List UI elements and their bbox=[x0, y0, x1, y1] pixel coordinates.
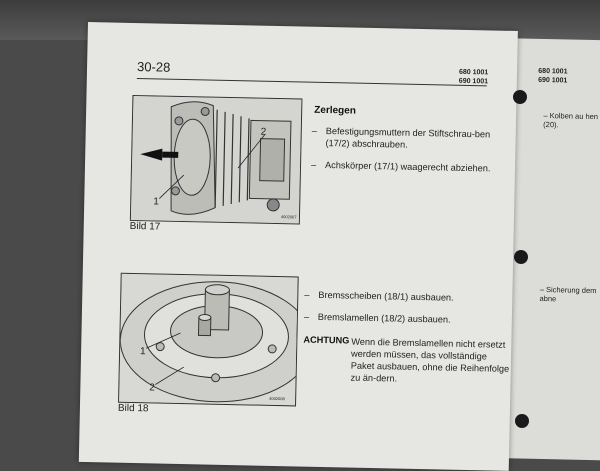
page-code-2: 690 1001 bbox=[458, 77, 489, 86]
figure-18-caption: Bild 18 bbox=[117, 402, 149, 415]
binder-hole bbox=[514, 250, 528, 264]
section-heading: Zerlegen bbox=[314, 104, 356, 117]
figure-17-caption: Bild 17 bbox=[129, 220, 161, 233]
instruction-dash: – bbox=[310, 159, 317, 170]
instruction-item-4 bbox=[303, 311, 488, 327]
achtung-text: Wenn die Bremslamellen nicht ersetzt werden müssen, das vollständige Paket ausbauen, ohne die Reihenfolge zu än-dern. bbox=[350, 336, 510, 384]
instruction-dash: – bbox=[311, 125, 318, 136]
figure-17 bbox=[130, 95, 303, 225]
header-rule bbox=[137, 78, 487, 86]
page-code-1: 680 1001 bbox=[458, 68, 489, 77]
instruction-text: Befestigungsmuttern der Stiftschrau-ben (17/2) abschrauben. bbox=[325, 126, 491, 150]
brake-disc-drawing bbox=[119, 274, 298, 406]
manual-page bbox=[79, 22, 518, 471]
fig18-callout-2: 2 bbox=[149, 382, 156, 394]
next-page-item-2: – Sicherung dem abne bbox=[539, 284, 597, 304]
achtung-label: ACHTUNG bbox=[303, 334, 350, 346]
instruction-item-1 bbox=[311, 125, 493, 153]
fig17-stamp: 4002007 bbox=[280, 214, 297, 220]
instruction-text: Bremslamellen (18/2) ausbauen. bbox=[317, 311, 451, 325]
binder-hole bbox=[513, 90, 527, 104]
instruction-text: Bremsscheiben (18/1) ausbauen. bbox=[318, 289, 454, 303]
instruction-item-2 bbox=[310, 159, 493, 175]
fig17-callout-2: 2 bbox=[260, 126, 267, 138]
next-page-code-2: 690 1001 bbox=[538, 76, 568, 85]
fig18-stamp: 4002008 bbox=[269, 395, 285, 402]
page-number: 30-28 bbox=[136, 59, 171, 75]
binder-hole bbox=[515, 414, 529, 428]
next-page-item-1: – Kolben au hen (20). bbox=[543, 110, 599, 130]
instruction-dash: – bbox=[304, 289, 310, 300]
figure-18 bbox=[118, 273, 299, 407]
fig17-callout-1: 1 bbox=[153, 196, 159, 208]
instruction-dash: – bbox=[303, 311, 310, 322]
instruction-text: Achskörper (17/1) waagerecht abziehen. bbox=[324, 159, 491, 174]
next-page-code-1: 680 1001 bbox=[538, 67, 568, 76]
instruction-item-3 bbox=[304, 289, 488, 305]
fig18-callout-1: 1 bbox=[139, 346, 146, 358]
